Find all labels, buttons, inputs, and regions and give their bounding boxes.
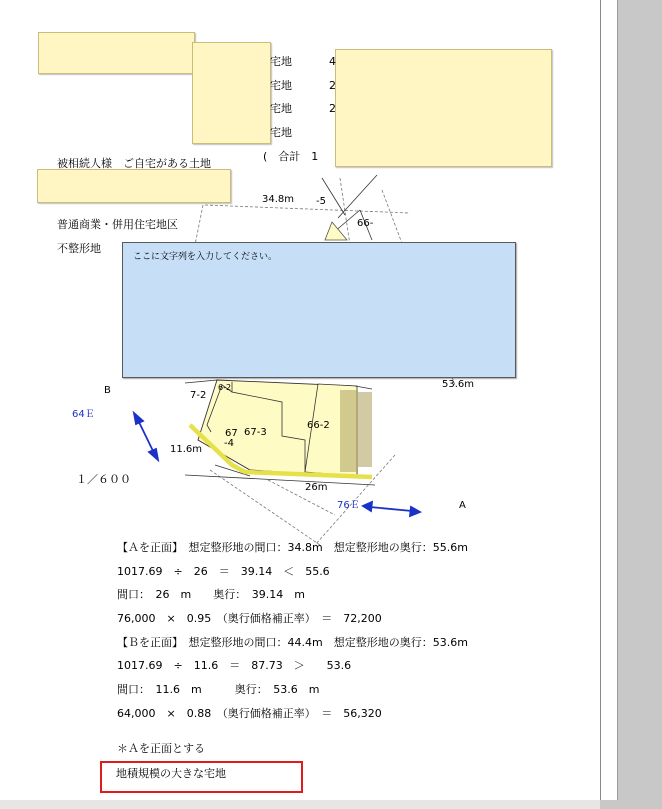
front-note: ＊Ａを正面とする — [117, 742, 205, 755]
conclusion-text: 地積規模の大きな宅地 — [116, 767, 226, 780]
area-digit: 2 — [329, 102, 336, 115]
dimension-top: 34.8m — [262, 194, 295, 205]
area-digit: 2 — [329, 79, 336, 92]
heir-land-line: 被相続人様 ご自宅がある土地 — [57, 157, 211, 170]
parcel-label: 67-3 — [244, 427, 267, 438]
text-box[interactable] — [122, 242, 516, 378]
calc-line: 間口： 26 m 奥行： 39.14 m — [117, 588, 305, 601]
scale-label: １／６００ — [76, 473, 131, 486]
route-price-left: 64Ｅ — [72, 409, 95, 420]
calc-line: 1017.69 ÷ 26 ＝ 39.14 ＜ 55.6 — [117, 565, 330, 578]
land-use-label: 宅地 — [270, 102, 292, 115]
land-use-label: 宅地 — [270, 126, 292, 139]
parcel-label: 67 — [225, 428, 238, 439]
sticky-note[interactable] — [335, 49, 552, 167]
calc-line: 【Ａを正面】 想定整形地の間口：34.8m 想定整形地の奥行：55.6m — [117, 541, 468, 554]
dimension-bottom: 26m — [305, 482, 328, 493]
parcel-label: 66- — [357, 218, 374, 229]
calc-line: 間口： 11.6 m 奥行： 53.6 m — [117, 683, 320, 696]
label-a: A — [459, 500, 466, 511]
calc-line: 76,000 × 0.95 （奥行価格補正率） ＝ 72,200 — [117, 612, 382, 625]
calc-line: 1017.69 ÷ 11.6 ＝ 87.73 ＞ 53.6 — [117, 659, 352, 672]
sticky-note[interactable] — [38, 32, 195, 74]
calc-line: 【Ｂを正面】 想定整形地の間口：44.4m 想定整形地の奥行：53.6m — [117, 636, 468, 649]
dimension-left: 11.6m — [170, 444, 203, 455]
parcel-label: 7-2 — [190, 390, 207, 401]
text-box-placeholder: ここに文字列を入力してください。 — [133, 252, 278, 262]
parcel-label: 6-2 — [218, 383, 232, 392]
total-label: ( 合計 1 — [263, 150, 319, 163]
parcel-label: 66-2 — [307, 420, 330, 431]
area-digit: 4 — [329, 55, 336, 68]
parcel-label: -5 — [316, 196, 326, 207]
sticky-note[interactable] — [192, 42, 271, 144]
land-use-label: 宅地 — [270, 79, 292, 92]
route-price-bottom: 76Ｅ — [337, 500, 360, 511]
shape-label: 不整形地 — [57, 242, 101, 255]
label-b: B — [104, 385, 111, 396]
dimension-right: 53.6m — [442, 379, 475, 390]
land-use-label: 宅地 — [270, 55, 292, 68]
calc-line: 64,000 × 0.88 （奥行価格補正率） ＝ 56,320 — [117, 707, 382, 720]
district-label: 普通商業・併用住宅地区 — [57, 218, 178, 231]
sticky-note[interactable] — [37, 169, 231, 203]
parcel-label: -4 — [224, 438, 234, 449]
